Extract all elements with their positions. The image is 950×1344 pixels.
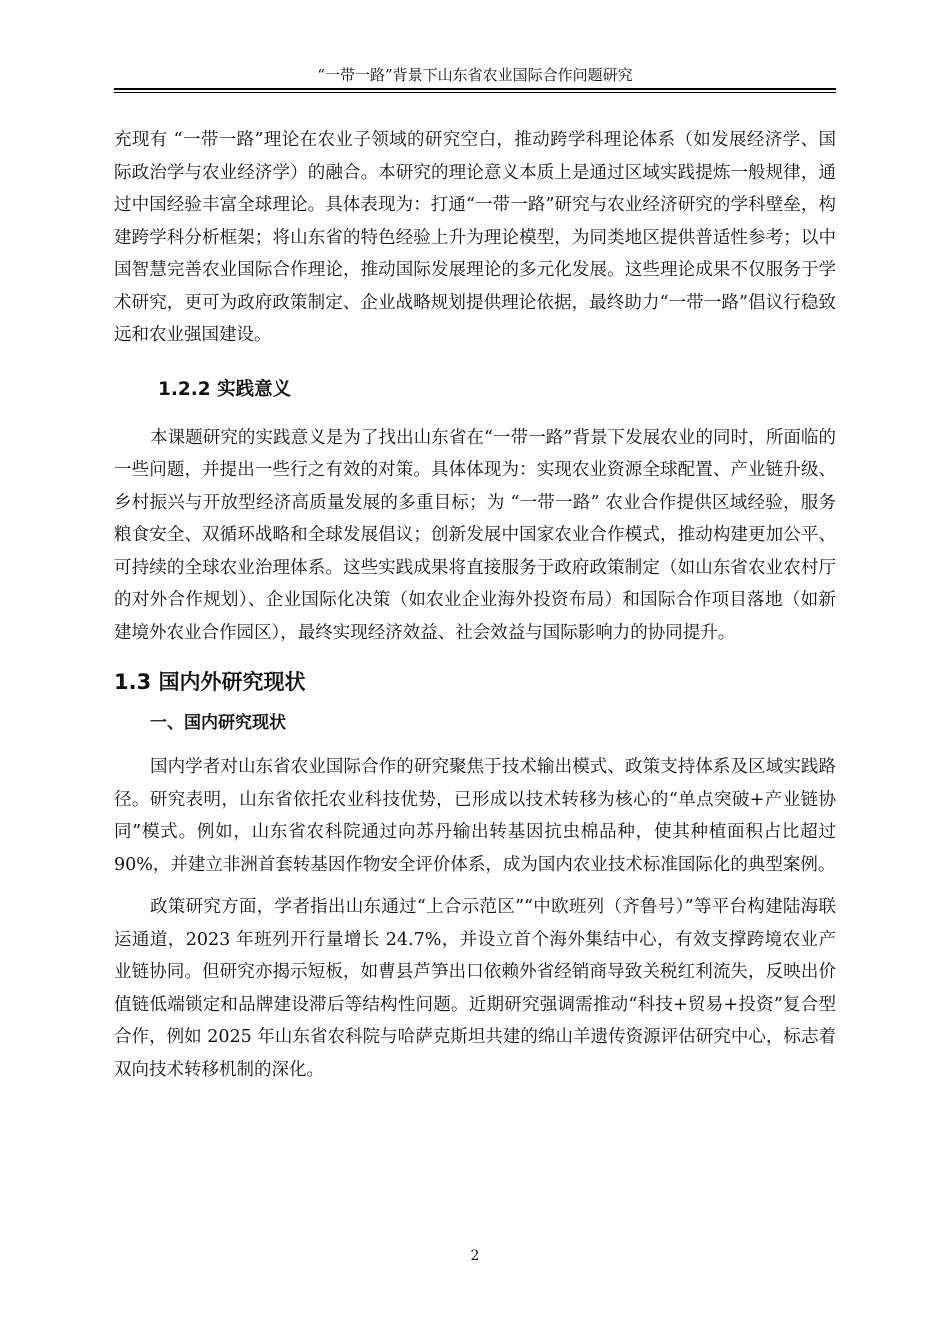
section-heading-research-status: 1.3 国内外研究现状 [114, 670, 306, 694]
paragraph-domestic-2: 政策研究方面，学者指出山东通过“上合示范区”“中欧班列（齐鲁号）”等平台构建陆海联运通道，2023 年班列开行量增长 24.7%，并设立首个海外集结中心，有效支撑跨境农业产业链协同。但研究亦揭示短板，如曹县芦笋出口依赖外省经销商导致关税红利流失，反映出价值链低端锁定和品牌建设滞后等结构性问题。近期研究强调需推动“科技+贸易+投资”复合型合作，例如 2025 年山东省农科院与哈萨克斯坦共建的绵山羊遗传资源评估研究中心，标志着双向技术转移机制的深化。 [114, 897, 836, 1080]
page-number: 2 [470, 1248, 480, 1264]
paragraph-theory-significance: 充现有 “一带一路”理论在农业子领域的研究空白，推动跨学科理论体系（如发展经济学、国际政治学与农业经济学）的融合。本研究的理论意义本质上是通过区域实践提炼一般规律，通过中国经验丰富全球理论。具体表现为：打通“一带一路”研究与农业经济研究的学科壁垒，构建跨学科分析框架；将山东省的特色经验上升为理论模型，为同类地区提供普适性参考；以中国智慧完善农业国际合作理论，推动国际发展理论的多元化发展。这些理论成果不仅服务于学术研究，更可为政府政策制定、企业战略规划提供理论依据，最终助力“一带一路”倡议行稳致远和农业强国建设。 [114, 130, 836, 345]
subheading-domestic-status: 一、国内研究现状 [150, 713, 286, 733]
paragraph-domestic-1: 国内学者对山东省农业国际合作的研究聚焦于技术输出模式、政策支持体系及区域实践路径。研究表明，山东省依托农业科技优势，已形成以技术转移为核心的“单点突破+产业链协同”模式。例如，山东省农科院通过向苏丹输出转基因抗虫棉品种，使其种植面积占比超过 90%，并建立非洲首套转基因作物安全评价体系，成为国内农业技术标准国际化的典型案例。 [114, 757, 836, 875]
header-rule-thick [114, 88, 836, 90]
running-header: “一带一路”背景下山东省农业国际合作问题研究 [317, 66, 633, 84]
paragraph-practical-significance: 本课题研究的实践意义是为了找出山东省在“一带一路”背景下发展农业的同时，所面临的一些问题，并提出一些行之有效的对策。具体体现为：实现农业资源全球配置、产业链升级、乡村振兴与开放型经济高质量发展的多重目标；为 “一带一路” 农业合作提供区域经验，服务粮食安全、双循环战略和全球发展倡议；创新发展中国家农业合作模式，推动构建更加公平、可持续的全球农业治理体系。这些实践成果将直接服务于政府政策制定（如山东省农业农村厅的对外合作规划）、企业国际化决策（如农业企业海外投资布局）和国际合作项目落地（如新建境外农业合作园区），最终实现经济效益、社会效益与国际影响力的协同提升。 [114, 427, 836, 643]
header-rule-thin [114, 92, 836, 93]
page-body [114, 124, 836, 1086]
section-heading-practical-significance: 1.2.2 实践意义 [158, 378, 292, 400]
